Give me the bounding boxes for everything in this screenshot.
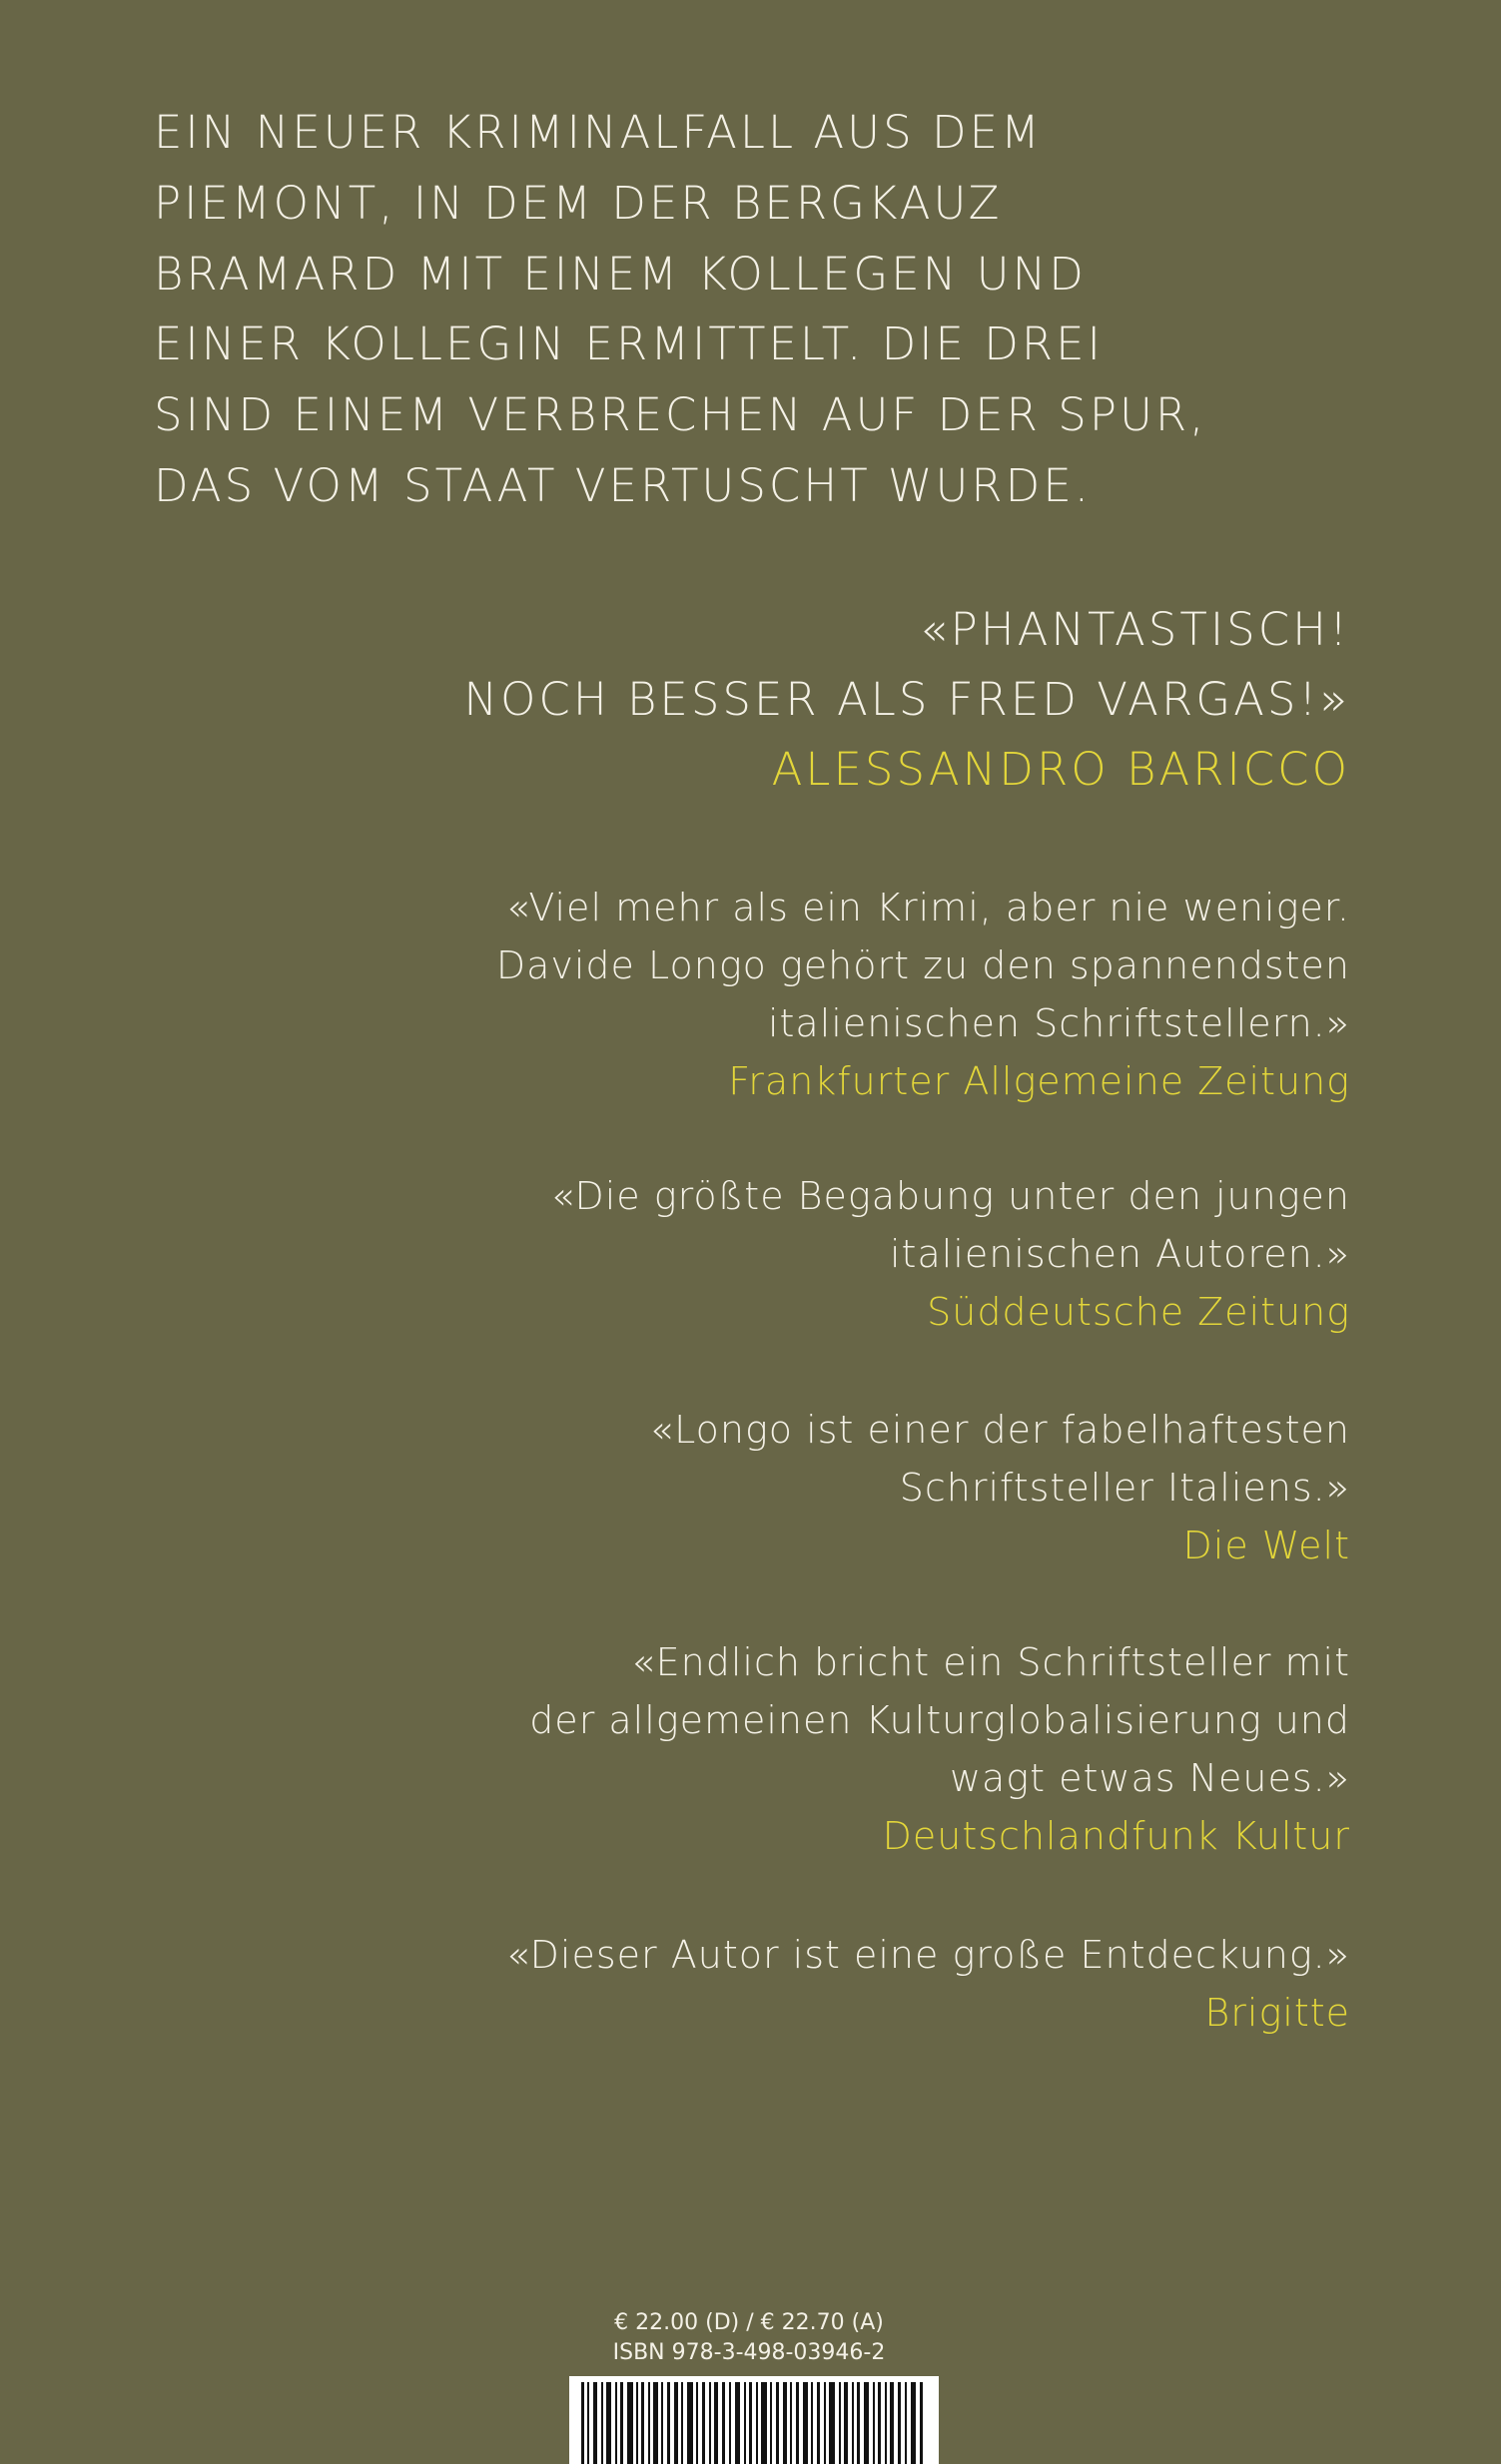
feature-quote [252, 595, 1350, 805]
review-line: «Dieser Autor ist eine große Entdeckung.» [506, 1933, 1350, 1977]
blurb-text [154, 98, 1402, 522]
review-line: Schriftsteller Italiens.» [899, 1466, 1350, 1510]
feature-quote-line: «PHANTASTISCH! [920, 603, 1350, 656]
review-source: Brigitte [1204, 1991, 1350, 2035]
review-source: Die Welt [1182, 1524, 1350, 1567]
review-line: «Die größte Begabung unter den jungen [550, 1174, 1350, 1218]
blurb-line: EIN NEUER KRIMINALFALL AUS DEM [154, 106, 1043, 159]
review-quote [252, 1167, 1350, 1341]
feature-quote-line: NOCH BESSER ALS FRED VARGAS!» [463, 673, 1350, 726]
review-line: italienischen Schriftstellern.» [767, 1001, 1350, 1045]
price-label: € 22.00 (D) / € 22.70 (A) [614, 2310, 884, 2335]
review-quote [252, 1926, 1350, 2042]
review-quote [252, 1633, 1350, 1865]
isbn-label: ISBN 978-3-498-03946-2 [612, 2340, 886, 2365]
review-source: Deutschlandfunk Kultur [882, 1814, 1350, 1858]
blurb-line: PIEMONT, IN DEM DER BERGKAUZ [154, 176, 1003, 230]
blurb-line: DAS VOM STAAT VERTUSCHT WURDE. [154, 458, 1093, 512]
feature-quote-source: ALESSANDRO BARICCO [771, 743, 1350, 796]
blurb-line: EINER KOLLEGIN ERMITTELT. DIE DREI [154, 317, 1104, 371]
review-line: «Endlich bricht ein Schriftsteller mit [631, 1640, 1350, 1684]
review-line: Davide Longo gehört zu den spannendsten [495, 943, 1350, 987]
blurb-line: BRAMARD MIT EINEM KOLLEGEN UND [154, 247, 1087, 301]
review-source: Frankfurter Allgemeine Zeitung [728, 1059, 1350, 1103]
review-line: der allgemeinen Kulturglobalisierung und [529, 1698, 1350, 1742]
review-line: italienischen Autoren.» [889, 1232, 1350, 1276]
barcode [569, 2376, 939, 2464]
review-line: wagt etwas Neues.» [949, 1756, 1350, 1800]
review-source: Süddeutsche Zeitung [927, 1290, 1350, 1334]
price-info [599, 2308, 899, 2368]
review-quote [252, 879, 1350, 1110]
review-line: «Longo ist einer der fabelhaftesten [649, 1408, 1350, 1452]
review-line: «Viel mehr als ein Krimi, aber nie weniger. [506, 886, 1350, 929]
barcode-bars [581, 2382, 927, 2464]
blurb-line: SIND EINEM VERBRECHEN AUF DER SPUR, [154, 388, 1207, 442]
review-quote [252, 1401, 1350, 1574]
